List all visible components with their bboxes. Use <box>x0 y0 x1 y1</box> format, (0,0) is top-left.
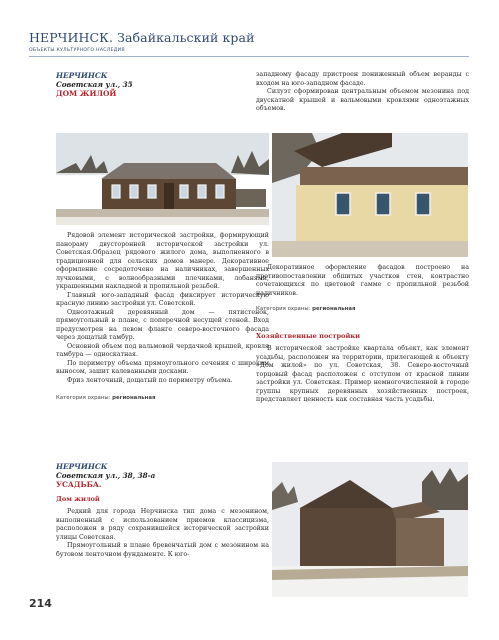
section2-paragraph: Прямоугольный в плане бревенчатый дом с мезонином на бутовом ленточном фундаменте. К юго- <box>56 542 269 558</box>
header-title-city: НЕРЧИНСК. <box>29 30 114 45</box>
header-divider <box>29 56 469 57</box>
house-photo-1-image <box>56 133 269 225</box>
section2-city: НЕРЧИНСК <box>56 462 108 471</box>
category-label: Категория охраны: <box>256 306 311 312</box>
section2-heading <box>56 462 269 559</box>
section1-category <box>56 395 269 401</box>
section1-city: НЕРЧИНСК <box>56 71 108 80</box>
section1-object: ДОМ ЖИЛОЙ <box>56 89 117 98</box>
section1-decor-text <box>256 264 469 405</box>
section1-heading <box>56 71 269 98</box>
section1-paragraph: Фриз ленточный, дощатый по периметру объема. <box>67 376 233 384</box>
category-value: региональная <box>312 306 356 312</box>
outbuildings-title: Хозяйственные постройки <box>256 332 360 340</box>
category-value: региональная <box>112 395 156 401</box>
section1-paragraph: По периметру объема прямоугольного сечения с широким выносом, зашит калеванными досками. <box>56 359 269 375</box>
right-paragraph: западному фасаду пристроен пониженный объем веранды с входом на юго-западном фасаде. <box>256 71 469 87</box>
page-number: 214 <box>29 597 52 610</box>
outbuildings-paragraph: В исторической застройке квартала объект, как элемент усадьбы, расположен на территории, прилегающей к объекту «Дом жилой» по ул. Советская, 38. Северо-восточный торцовый фасад расположен с отступом от красной линии застройки ул. Советская. Пример немногочисленной в городе группы крупных деревянных хозяйственных построек, представляет ценность как составная часть усадьбы. <box>256 345 469 403</box>
house-photo-3 <box>272 462 468 597</box>
page-header-subtitle: ОБЪЕКТЫ КУЛЬТУРНОГО НАСЛЕДИЯ <box>29 48 125 53</box>
section1-paragraph: Рядовой элемент исторической застройки, формирующий панораму двусторонней исторической застройки ул. Советская.Образец рядового жилого дома, выполненного в традиционной для сельских домов манере. Декоративное оформление сосредоточено на наличниках, завершенных лучковыми, с волнообразными плечиками, лобанями, украшенными накладной и пропильной резьбой. <box>56 232 269 290</box>
section2-subtitle: Дом жилой <box>56 495 100 503</box>
section1-text <box>56 232 269 401</box>
section2-paragraph: Редкий для города Нерчинска тип дома с мезонином, выполненный с использованием приемов классицизма, расположен в ряду сохранившейся исторической застройки улицы Советская. <box>56 508 269 541</box>
section1-paragraph: Одноэтажный деревянный дом — пятистенок, прямоугольный в плане, с поперечной несущей стеной. Вход предусмотрен на левом фланге северо-восточного фасада через дощатый тамбур. <box>56 308 269 341</box>
section1-continued-text <box>256 71 469 114</box>
section1-paragraph: Основной объем под вальмовой чердачной крышей, кровля тамбура — односкатная. <box>56 342 269 358</box>
page-header-title <box>29 30 255 45</box>
header-title-region: Забайкальский край <box>113 30 255 45</box>
right-category <box>256 306 469 312</box>
house-photo-3-image <box>272 462 468 597</box>
category-label: Категория охраны: <box>56 395 111 401</box>
section2-object: УСАДЬБА. <box>56 480 102 489</box>
right-paragraph: Декоративное оформление фасадов построено на противопоставлении обшитых участков стен, контрастно сочетающихся по цветовой гамме с пропильной резьбой наличников. <box>256 264 469 297</box>
house-photo-2-image <box>272 133 468 257</box>
section1-paragraph: Главный юго-западный фасад фиксирует историческую красную линию застройки ул. Советской. <box>56 291 269 307</box>
house-photo-1 <box>56 133 269 225</box>
right-paragraph: Силуэт сформирован центральным объемом мезонина под двускатной крышей и вальмовыми кровлями одноэтажных объемов. <box>256 88 469 112</box>
section2-address: Советская ул., 38, 38-а <box>56 471 156 480</box>
section1-address: Советская ул., 35 <box>56 80 133 89</box>
house-photo-2 <box>272 133 468 257</box>
